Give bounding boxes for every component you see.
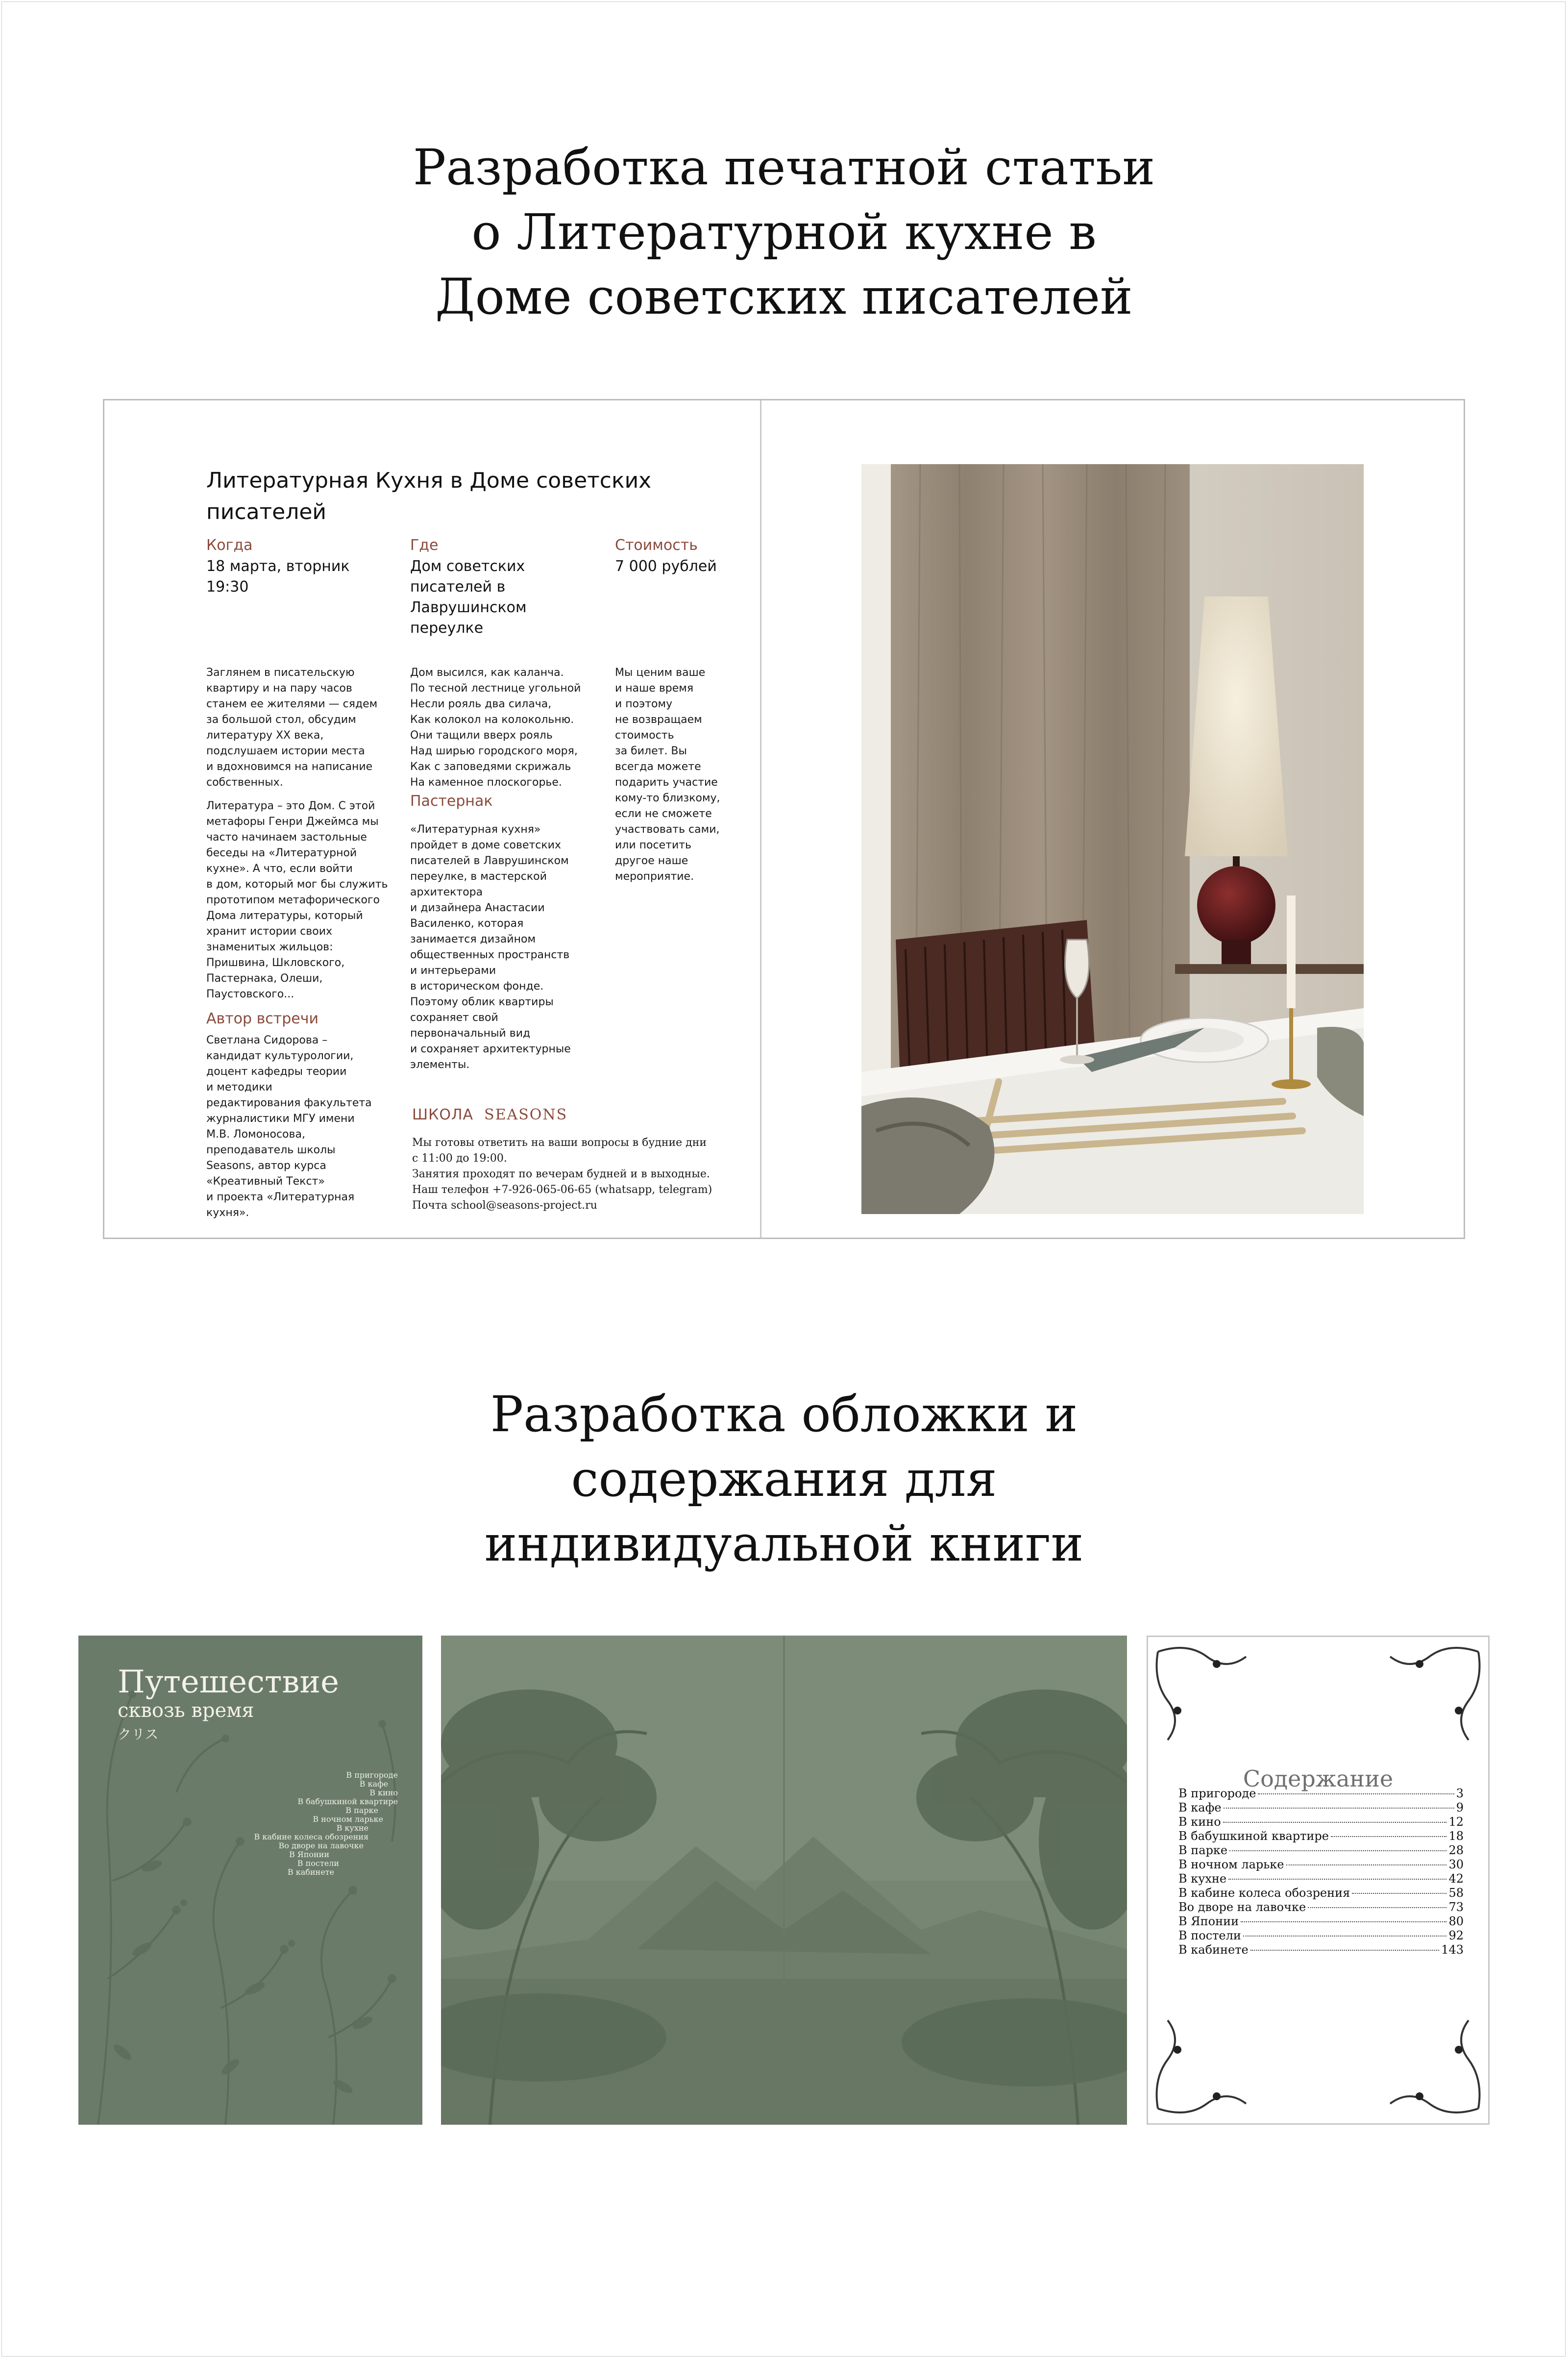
cover-chapter: В бабушкиной квартире [297, 1797, 398, 1806]
interior-photo-image [861, 464, 1364, 1214]
school-word: ШКОЛА [412, 1106, 474, 1123]
cover-japanese-text: クリス [118, 1726, 159, 1742]
intro-paragraph: Заглянем в писательскую квартиру и на пару часов станем ее жителями — сядем за большой стол, обсудим литературу XX века, подслушаем истории места и вдохновимся на написание собственных. [206, 667, 378, 789]
toc-entry-title: В постели [1178, 1929, 1241, 1942]
section2-title [0, 1382, 1568, 1576]
spread-divider [760, 400, 761, 1238]
toc-entry-page: 12 [1448, 1815, 1464, 1829]
section1-title [0, 135, 1568, 329]
toc-entry [1178, 1943, 1464, 1957]
section2-title-line: индивидуальной книги [484, 1515, 1084, 1572]
column-2 [410, 822, 616, 1081]
venue-paragraph: «Литературная кухня» пройдет в доме советских писателей в Лаврушинском переулке, в мастерской архитектора и дизайнера Анастасии Василенко, которая занимается дизайном общественных пространств и интерьерами в историческом фонде. Поэтому облик квартиры сохраняет свой первоначальный вид и сохраняет архитектурные элементы. [410, 823, 571, 1071]
column-3 [615, 665, 752, 893]
cover-chapter: В кухне [336, 1823, 368, 1833]
toc-entry-page: 80 [1448, 1914, 1464, 1928]
toc-leader-dots [1241, 1921, 1446, 1922]
when-label: Когда [206, 537, 253, 554]
price-label: Стоимость [615, 537, 698, 554]
toc-leader-dots [1228, 1879, 1446, 1880]
toc-entry-title: Во дворе на лавочке [1178, 1900, 1306, 1914]
toc-leader-dots [1286, 1864, 1447, 1865]
toc-title: Содержание [1243, 1765, 1394, 1792]
toc-entry-title: В бабушкиной квартире [1178, 1829, 1329, 1843]
toc-entry-page: 3 [1456, 1787, 1464, 1800]
cover-chapter: Во дворе на лавочке [278, 1841, 364, 1850]
contact-line: Занятия проходят по вечерам будней и в выходные. [412, 1168, 710, 1180]
cover-chapter: В кафе [359, 1779, 388, 1788]
toc-leader-dots [1258, 1793, 1454, 1794]
toc-leader-dots [1250, 1950, 1439, 1951]
toc-entry-title: В кино [1178, 1815, 1221, 1829]
toc-entry-page: 9 [1456, 1801, 1464, 1814]
cover-chapter: В Японии [289, 1850, 329, 1859]
author-text-block [206, 1033, 402, 1229]
toc-leader-dots [1352, 1893, 1446, 1894]
cover-chapter: В кабинете [287, 1867, 334, 1877]
section1-title-line: Доме советских писателей [435, 268, 1133, 325]
landscape-illustration [441, 1636, 1127, 2125]
school-name: SEASONS [484, 1106, 568, 1123]
contact-line: Мы готовы ответить на ваши вопросы в будние дни [412, 1137, 707, 1149]
contact-line: с 11:00 до 19:00. [412, 1152, 507, 1165]
article-spread [103, 399, 1465, 1239]
refund-paragraph: Мы ценим ваше и наше время и поэтому не возвращаем стоимость за билет. Вы всегда можете подарить участие кому-то близкому, если не сможете участвовать сами, или посетить другое наше мероприятие. [615, 667, 720, 883]
cover-chapter: В кабине колеса обозрения [254, 1832, 368, 1841]
school-logo [412, 1106, 567, 1123]
toc-entry [1178, 1815, 1464, 1829]
toc-entry [1178, 1829, 1464, 1843]
toc-entry [1178, 1914, 1464, 1929]
section2-title-line: Разработка обложки и [490, 1386, 1078, 1443]
cover-chapter: В постели [297, 1859, 339, 1868]
toc-entry [1178, 1900, 1464, 1914]
toc-entry-title: В кафе [1178, 1801, 1222, 1814]
metaphor-paragraph: Литература – это Дом. С этой метафоры Генри Джеймса мы часто начинаем застольные беседы на «Литературной кухне». А что, если войти в дом, который мог бы служить прототипом метафорического Дома литературы, который хранит истории своих знаменитых жильцов: Пришвина, Шкловского, Пастернака, Олеши, Паустовского... [206, 800, 388, 1000]
author-text: Светлана Сидорова – кандидат культурологии, доцент кафедры теории и методики редактирования факультета журналистики МГУ имени М.В. Ломоносова, преподаватель школы Seasons, автор курса «Креативный Текст» и проекта «Литературная кухня». [206, 1034, 372, 1219]
article-title: Литературная Кухня в Доме советских писателей [206, 468, 652, 524]
poem-text: Дом высился, как каланча. По тесной лестнице угольной Несли рояль два силача, Как колокол на колокольню. Они тащили вверх рояль Над ширью городского моря, Как с заповедями скрижаль На каменное плоскогорье. [410, 667, 581, 789]
poem-block [410, 665, 616, 798]
book-cover [78, 1636, 422, 2125]
where-value: Дом советских писателей в Лаврушинском переулке [410, 558, 527, 637]
toc-entry [1178, 1843, 1464, 1858]
cover-chapter-list [254, 1771, 398, 1877]
toc-leader-dots [1243, 1936, 1447, 1937]
toc-entry-page: 73 [1448, 1900, 1464, 1914]
when-date: 18 марта, вторник [206, 558, 350, 575]
endpaper-landscape [441, 1636, 1127, 2125]
contact-line: Наш телефон +7-926-065-06-65 (whatsapp, telegram) [412, 1184, 712, 1196]
toc-entry-page: 92 [1448, 1929, 1464, 1942]
toc-entry-page: 30 [1448, 1858, 1464, 1871]
toc-entry-title: В кабине колеса обозрения [1178, 1886, 1350, 1900]
toc-entry [1178, 1858, 1464, 1872]
toc-entry [1178, 1886, 1464, 1900]
cover-chapter: В пригороде [346, 1770, 398, 1780]
cover-chapter: В кино [369, 1788, 398, 1797]
cover-subtitle: сквозь время [118, 1699, 254, 1722]
toc-page [1147, 1636, 1490, 2125]
toc-leader-dots [1331, 1836, 1446, 1837]
toc-leader-dots [1229, 1850, 1446, 1851]
cover-title: Путешествие [118, 1664, 339, 1700]
toc-entry-title: В кухне [1178, 1872, 1227, 1886]
toc-entry [1178, 1801, 1464, 1815]
toc-entry-title: В парке [1178, 1843, 1228, 1857]
cover-chapter: В ночном ларьке [313, 1814, 383, 1824]
interior-photo [861, 464, 1364, 1214]
price-value: 7 000 рублей [615, 558, 717, 575]
when-value [206, 556, 350, 597]
toc-entry-title: В ночном ларьке [1178, 1858, 1284, 1871]
cover-chapter: В парке [345, 1806, 378, 1815]
toc-leader-dots [1224, 1808, 1454, 1809]
section1-title-line: о Литературной кухне в [471, 203, 1097, 261]
toc-entry [1178, 1929, 1464, 1943]
toc-leader-dots [1223, 1822, 1447, 1823]
contact-line: Почта school@seasons-project.ru [412, 1199, 597, 1212]
contact-block [412, 1135, 750, 1214]
author-label: Автор встречи [206, 1010, 318, 1027]
section2-title-line: содержания для [571, 1450, 997, 1508]
where-label: Где [410, 537, 439, 554]
toc-entry-page: 143 [1441, 1943, 1464, 1957]
toc-entry-page: 42 [1448, 1872, 1464, 1886]
toc-entry-page: 18 [1448, 1829, 1464, 1843]
toc-entry-title: В Японии [1178, 1914, 1239, 1928]
toc-leader-dots [1308, 1907, 1446, 1908]
when-time: 19:30 [206, 578, 249, 596]
toc-list [1178, 1787, 1464, 1957]
section1-title-line: Разработка печатной статьи [413, 139, 1155, 196]
poem-author: Пастернак [410, 793, 493, 810]
toc-entry-title: В пригороде [1178, 1787, 1256, 1800]
toc-entry [1178, 1787, 1464, 1801]
column-1 [206, 665, 402, 1010]
toc-entry [1178, 1872, 1464, 1886]
toc-entry-page: 58 [1448, 1886, 1464, 1900]
toc-entry-title: В кабинете [1178, 1943, 1249, 1957]
toc-entry-page: 28 [1448, 1843, 1464, 1857]
